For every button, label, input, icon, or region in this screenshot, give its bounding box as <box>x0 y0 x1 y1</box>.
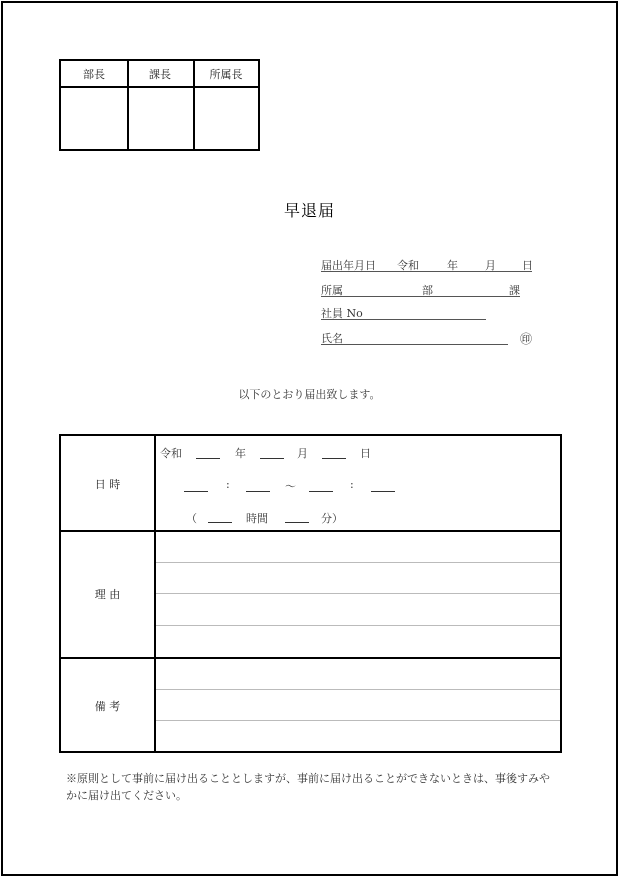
submission-date-label: 届出年月日 <box>321 259 376 272</box>
approval-stamp-table <box>59 59 260 151</box>
employee-no-label: 社員 No <box>321 307 363 320</box>
hours-label: 時間 <box>246 512 268 525</box>
section-label: 課 <box>509 284 520 297</box>
end-minute-input[interactable] <box>371 479 395 492</box>
minutes-input[interactable] <box>285 510 309 523</box>
minutes-label: 分） <box>321 512 343 525</box>
month-input[interactable] <box>260 446 284 459</box>
reason-line[interactable] <box>156 562 560 563</box>
submission-date-line[interactable] <box>321 257 532 272</box>
affiliation-line[interactable] <box>321 282 520 297</box>
main-form-table <box>59 434 562 753</box>
day-label: 日 <box>360 447 371 460</box>
intro-text: 以下のとおり届出致します。 <box>238 388 381 401</box>
department-label: 部 <box>422 284 433 297</box>
end-hour-input[interactable] <box>309 479 333 492</box>
end-colon: : <box>350 478 354 491</box>
submission-day: 日 <box>522 259 533 272</box>
reason-line[interactable] <box>156 593 560 594</box>
seal-mark: ㊞ <box>520 332 533 346</box>
month-label: 月 <box>297 447 308 460</box>
remarks-line[interactable] <box>156 720 560 721</box>
remarks-label: 備 考 <box>94 700 121 713</box>
remarks-line[interactable] <box>156 689 560 690</box>
reason-line[interactable] <box>156 625 560 626</box>
footnote: ※原則として事前に届け出ることとしますが、事前に届け出ることができないときは、事後すみやかに届け出てください。 <box>66 772 550 802</box>
row-divider <box>61 530 560 532</box>
day-input[interactable] <box>322 446 346 459</box>
row-divider <box>61 657 560 659</box>
reason-label: 理 由 <box>94 588 121 601</box>
start-colon: : <box>226 478 230 491</box>
start-minute-input[interactable] <box>246 479 270 492</box>
employee-no-line[interactable] <box>321 305 486 320</box>
submission-year: 年 <box>447 259 458 272</box>
hours-input[interactable] <box>208 510 232 523</box>
datetime-label: 日 時 <box>94 478 121 491</box>
approval-header-kacho: 課長 <box>149 68 171 81</box>
year-label: 年 <box>235 447 246 460</box>
datetime-era: 令和 <box>160 447 182 460</box>
paren-open: （ <box>186 512 197 525</box>
submission-era: 令和 <box>397 259 419 272</box>
submission-month: 月 <box>485 259 496 272</box>
start-hour-input[interactable] <box>184 479 208 492</box>
page-title: 早退届 <box>283 201 335 220</box>
affiliation-label: 所属 <box>321 284 343 297</box>
name-line[interactable] <box>321 330 508 345</box>
name-label: 氏名 <box>321 332 343 345</box>
approval-header-shozokucho: 所属長 <box>209 68 243 81</box>
year-input[interactable] <box>196 446 220 459</box>
approval-header-bucho: 部長 <box>83 68 105 81</box>
tilde: ～ <box>285 480 296 493</box>
